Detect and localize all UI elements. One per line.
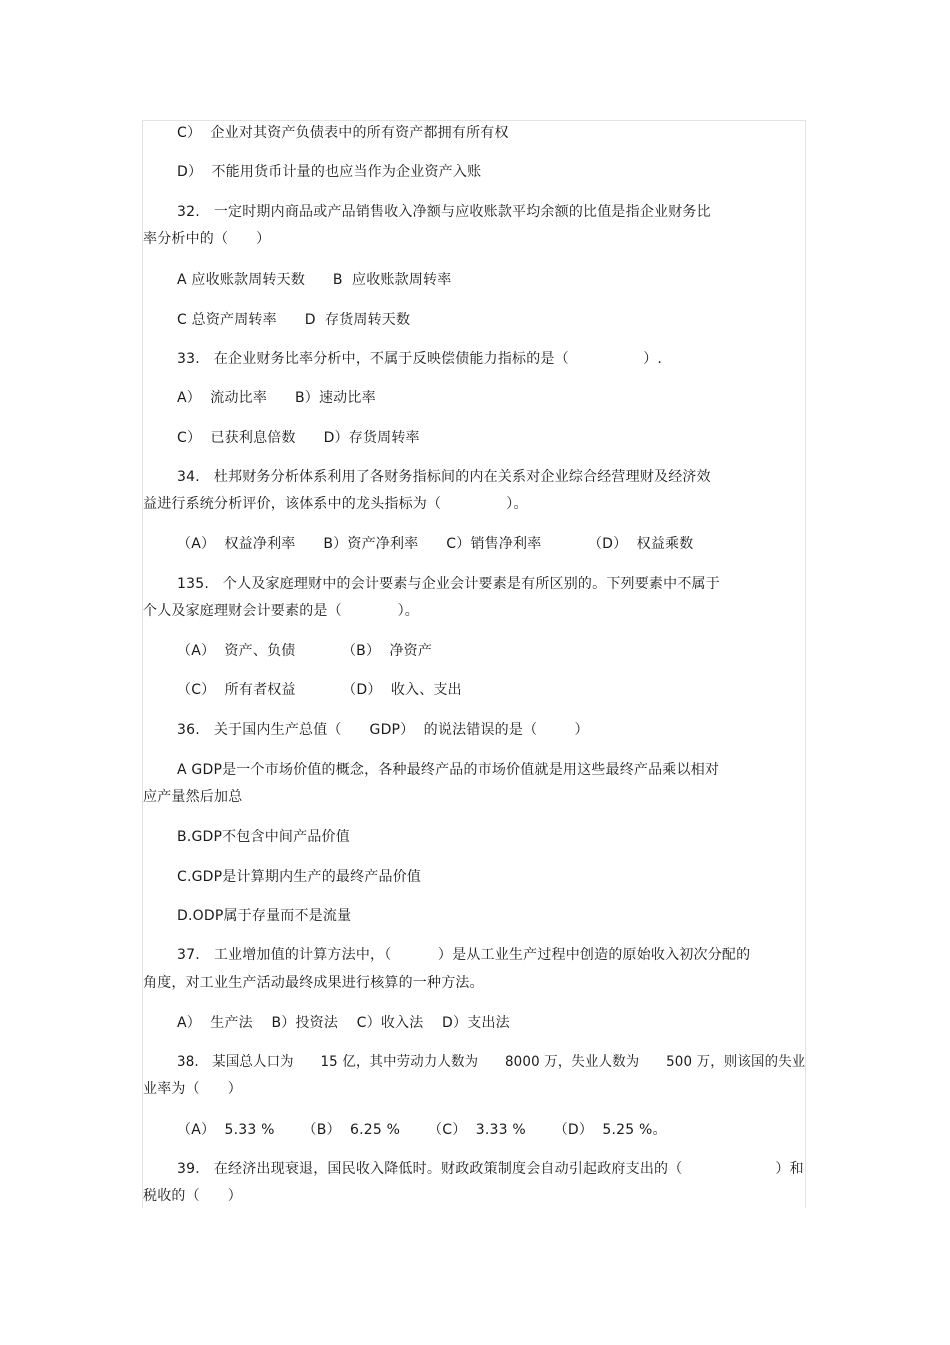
question-33-text: 33. 在企业财务比率分析中，不属于反映偿债能力指标的是（ ）. [177, 351, 663, 367]
option-c-line: C） 企业对其资产负债表中的所有资产都拥有所有权 [177, 125, 509, 141]
question-37-text: 37. 工业增加值的计算方法中，（ ）是从工业生产过程中创造的原始收入初次分配的 [177, 947, 751, 963]
option-d-line: D） 不能用货币计量的也应当作为企业资产入账 [177, 164, 482, 180]
question-35-options-ab: （A） 资产、负债 （B） 净资产 [177, 643, 433, 659]
question-33-options-cd: C） 已获利息倍数 D）存货周转率 [177, 430, 420, 446]
question-36-option-d: D.ODP属于存量而不是流量 [177, 908, 352, 924]
question-37-cont: 角度，对工业生产活动最终成果进行核算的一种方法。 [143, 975, 484, 991]
question-32-options-cd: C 总资产周转率 D 存货周转天数 [177, 312, 411, 328]
question-34-options: （A） 权益净利率 B）资产净利率 C）销售净利率 （D） 权益乘数 [177, 536, 694, 552]
question-35-text: 135. 个人及家庭理财中的会计要素与企业会计要素是有所区别的。下列要素中不属于 [177, 576, 720, 592]
question-35-options-cd: （C） 所有者权益 （D） 收入、支出 [177, 682, 462, 698]
question-34-text: 34. 杜邦财务分析体系利用了各财务指标间的内在关系对企业综合经营理财及经济效 [177, 469, 711, 485]
question-37-options: A） 生产法 B）投资法 C）收入法 D）支出法 [177, 1015, 510, 1031]
question-36-text: 36. 关于国内生产总值（ GDP） 的说法错误的是（ ） [177, 722, 589, 738]
question-34-cont: 益进行系统分析评价，该体系中的龙头指标为（ ）。 [143, 496, 528, 512]
question-32-cont: 率分析中的（ ） [143, 231, 271, 247]
question-36-option-b: B.GDP不包含中间产品价值 [177, 829, 350, 845]
question-36-option-a: A GDP是一个市场价值的概念，各种最终产品的市场价值就是用这些最终产品乘以相对 [177, 762, 720, 778]
question-35-cont: 个人及家庭理财会计要素的是（ ）。 [143, 603, 420, 619]
question-39-cont: 税收的（ ） [143, 1188, 242, 1204]
question-36-option-c: C.GDP是计算期内生产的最终产品价值 [177, 869, 422, 885]
question-38-options: （A） 5.33 % （B） 6.25 % （C） 3.33 % （D） 5.25 %。 [177, 1122, 667, 1138]
question-38-text: 38. 某国总人口为 15 亿，其中劳动力人数为 8000 万，失业人数为 500 万，则该国的失业 [177, 1054, 806, 1070]
question-33-options-ab: A） 流动比率 B）速动比率 [177, 390, 376, 406]
question-32-text: 32. 一定时期内商品或产品销售收入净额与应收账款平均余额的比值是指企业财务比 [177, 204, 711, 220]
question-38-cont: 业率为（ ） [143, 1081, 242, 1097]
question-36-option-a-cont: 应产量然后加总 [143, 789, 243, 805]
question-39-text: 39. 在经济出现衰退，国民收入降低时。财政政策制度会自动引起政府支出的（ ）和 [177, 1161, 804, 1177]
question-32-options-ab: A 应收账款周转天数 B 应收账款周转率 [177, 272, 452, 288]
